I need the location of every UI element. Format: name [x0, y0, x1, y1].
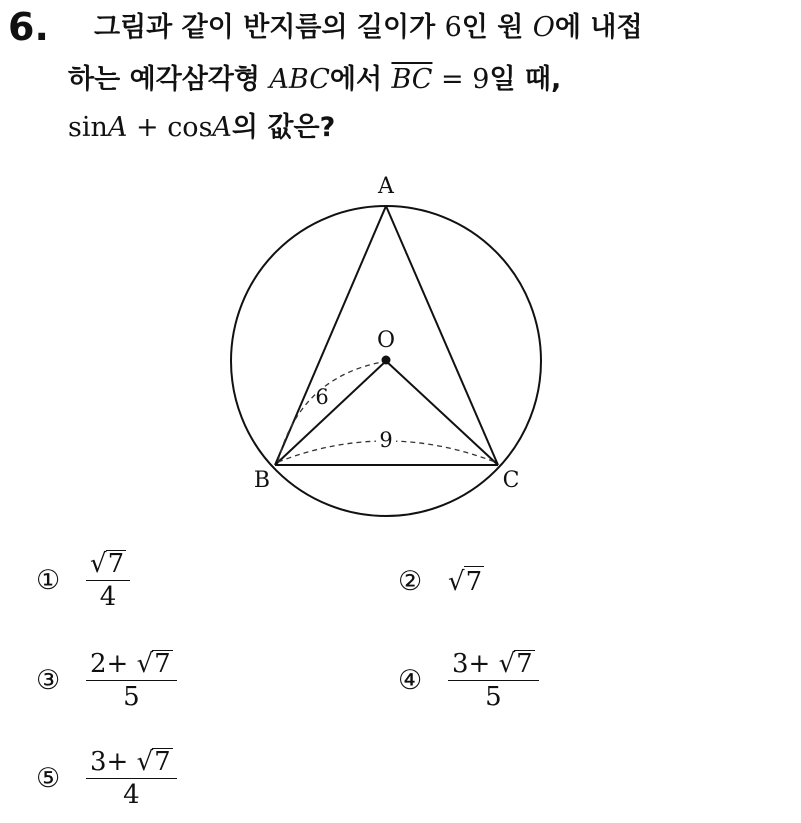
square-root	[448, 566, 484, 597]
choice-5[interactable]	[36, 748, 177, 810]
question-text: 인 원	[461, 12, 533, 43]
choice-4[interactable]	[398, 650, 539, 712]
fraction-numerator	[86, 748, 177, 779]
choice-expression	[448, 566, 484, 597]
sin-function: sin	[68, 112, 108, 143]
radicand: 7	[516, 649, 533, 679]
equals-sign: =	[432, 64, 473, 95]
label-chord: 9	[379, 428, 393, 452]
choice-1[interactable]	[36, 550, 130, 612]
choice-marker: ⑤	[36, 763, 61, 795]
choice-marker: ④	[398, 665, 423, 697]
question-text: 하는 예각삼각형	[68, 64, 270, 95]
triangle-name: ABC	[269, 64, 330, 95]
angle-a: A	[212, 112, 232, 143]
fraction-numerator	[86, 550, 130, 581]
segment-oc	[386, 361, 498, 465]
question-text: 에서	[329, 64, 392, 95]
label-a: A	[378, 174, 394, 199]
question-text: 일 때,	[489, 64, 562, 95]
numerator-prefix: 3+	[90, 747, 137, 777]
question-number: 6.	[8, 5, 49, 49]
radical-sign: √	[136, 747, 154, 777]
square-root	[90, 550, 126, 578]
fraction-denominator: 5	[123, 682, 140, 713]
segment-ob	[275, 361, 386, 465]
label-b: B	[253, 468, 271, 493]
choice-fraction	[448, 650, 539, 712]
numerator-prefix: 3+	[452, 649, 499, 679]
radius-value: 6	[444, 12, 462, 43]
choice-marker: ①	[36, 565, 61, 597]
square-root	[137, 650, 173, 678]
question-text: 그림과 같이 반지름의 길이가	[94, 12, 445, 43]
radical-sign: √	[448, 567, 465, 597]
choice-marker: ②	[398, 566, 423, 597]
choice-fraction	[86, 650, 177, 712]
choice-marker: ③	[36, 665, 61, 697]
choice-2[interactable]	[398, 566, 484, 597]
radicand: 7	[465, 567, 483, 597]
choice-fraction	[86, 748, 177, 810]
label-o: O	[376, 328, 396, 353]
choice-fraction	[86, 550, 130, 612]
fraction-numerator	[86, 650, 177, 681]
label-radius: 6	[315, 385, 329, 409]
cos-function: cos	[167, 112, 213, 143]
question-text: 의 값은?	[231, 112, 336, 143]
segment-bc: $\overline{BC}$	[391, 64, 433, 95]
radical-sign: √	[498, 649, 516, 679]
fraction-denominator: 4	[99, 582, 117, 613]
numerator-prefix: 2+	[90, 649, 137, 679]
fraction-denominator: 5	[485, 682, 502, 713]
radical-sign: √	[136, 649, 154, 679]
radicand: 7	[154, 747, 171, 777]
fraction-denominator: 4	[123, 780, 140, 811]
circle-name: O	[532, 12, 555, 43]
radicand: 7	[107, 549, 125, 579]
segment-length: 9	[472, 64, 490, 95]
radicand: 7	[154, 649, 171, 679]
square-root	[499, 650, 535, 678]
fraction-numerator	[448, 650, 539, 681]
question-text: 에 내접	[554, 12, 643, 43]
radical-sign: √	[90, 549, 107, 579]
label-c: C	[502, 468, 520, 493]
plus-sign: +	[127, 112, 168, 143]
center-point	[382, 356, 391, 365]
angle-a: A	[107, 112, 128, 143]
choice-3[interactable]	[36, 650, 177, 712]
square-root	[137, 748, 173, 776]
segment-ac	[386, 206, 498, 465]
